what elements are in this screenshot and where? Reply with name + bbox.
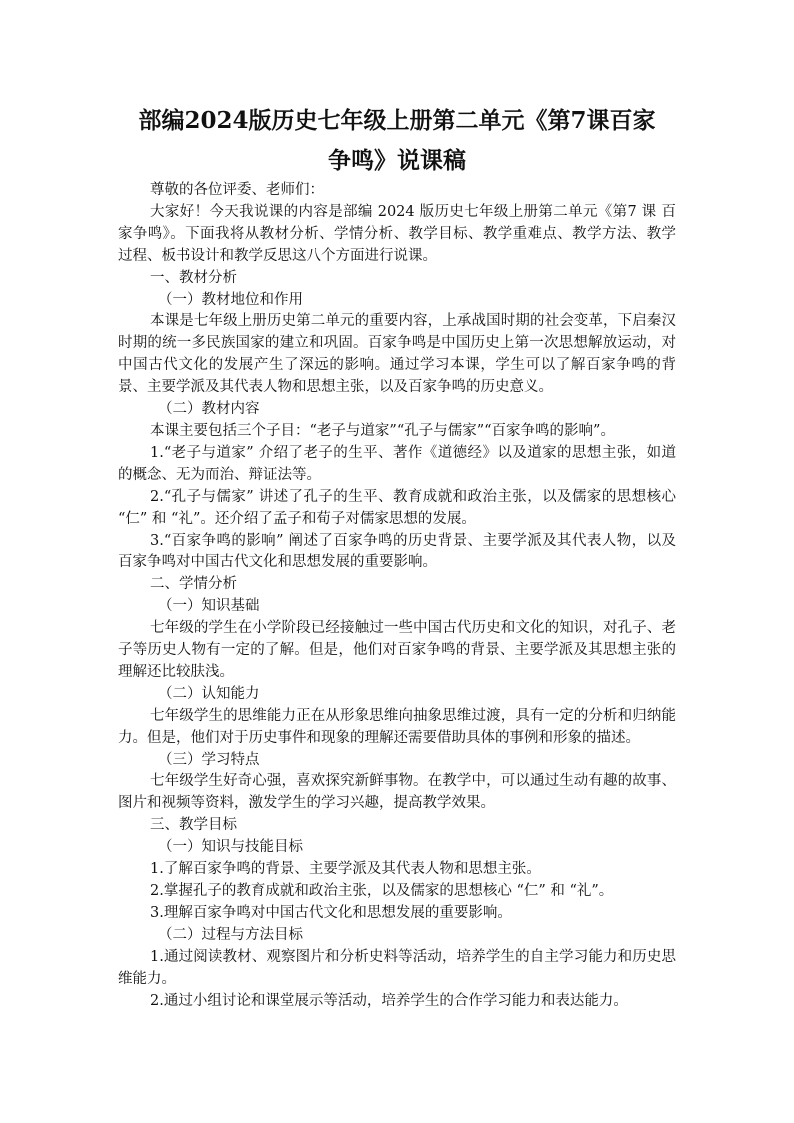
document-title-line-1: 部编2024版历史七年级上册第二单元《第7课百家 [138,107,656,134]
body-paragraph: 本课是七年级上册历史第二单元的重要内容，上承战国时期的社会变革，下启秦汉时期的统一多民族国家的建立和巩固。百家争鸣是中国历史上第一次思想解放运动，对中国古代文化的发展产生了深远的影响。通过学习本课，学生可以了解百家争鸣的背景、主要学派及其代表人物和思想主张，以及百家争鸣的历史意义。 [118,313,676,396]
document-body [118,180,676,1012]
intro-paragraph: 大家好！今天我说课的内容是部编 2024 版历史七年级上册第二单元《第7 课 百家争鸣》。下面我将从教材分析、学情分析、教学目标、教学重难点、教学方法、教学过程、板书设计和教学反思这八个方面进行说课。 [118,203,676,264]
section-heading: 三、教学目标 [150,817,237,834]
subsection-heading: （一）教材地位和作用 [158,291,303,308]
list-item: 3.“百家争鸣的影响” 阐述了百家争鸣的历史背景、主要学派及其代表人物，以及百家争鸣对中国古代文化和思想发展的重要影响。 [118,532,676,571]
list-item: 2.掌握孔子的教育成就和政治主张，以及儒家的思想核心 “仁” 和 “礼”。 [150,883,614,899]
greeting: 尊敬的各位评委、老师们： [150,182,324,198]
section-heading: 一、教材分析 [150,269,237,286]
body-paragraph: 七年级学生的思维能力正在从形象思维向抽象思维过渡，具有一定的分析和归纳能力。但是，他们对于历史事件和现象的理解还需要借助具体的事例和形象的描述。 [118,707,676,746]
body-paragraph: 本课主要包括三个子目：“老子与道家”“孔子与儒家”“百家争鸣的影响”。 [150,422,615,439]
list-item: 2.通过小组讨论和课堂展示等活动，培养学生的合作学习能力和表达能力。 [150,992,628,1009]
subsection-heading: （一）知识基础 [158,598,260,615]
subsection-heading: （二）认知能力 [158,685,260,702]
list-item: 2.“孔子与儒家” 讲述了孔子的生平、教育成就和政治主张，以及儒家的思想核心 “仁” 和 “礼”。还介绍了孟子和荀子对儒家思想的发展。 [118,488,676,527]
subsection-heading: （二）教材内容 [158,401,260,418]
subsection-heading: （三）学习特点 [158,751,260,768]
body-paragraph: 七年级的学生在小学阶段已经接触过一些中国古代历史和文化的知识，对孔子、老子等历史人物有一定的了解。但是，他们对百家争鸣的背景、主要学派及其思想主张的理解还比较肤浅。 [118,620,676,680]
list-item: 1.通过阅读教材、观察图片和分析史料等活动，培养学生的自主学习能力和历史思维能力。 [118,948,676,987]
document-title-line-2: 争鸣》说课稿 [328,147,466,174]
body-paragraph: 七年级学生好奇心强，喜欢探究新鲜事物。在教学中，可以通过生动有趣的故事、图片和视频等资料，激发学生的学习兴趣，提高教学效果。 [118,773,676,812]
list-item: 3.理解百家争鸣对中国古代文化和思想发展的重要影响。 [150,904,512,921]
list-item: 1.“老子与道家” 介绍了老子的生平、著作《道德经》以及道家的思想主张，如道的概念、无为而治、辩证法等。 [118,444,676,483]
list-item: 1.了解百家争鸣的背景、主要学派及其代表人物和思想主张。 [150,861,541,878]
section-heading: 二、学情分析 [150,576,237,593]
subsection-heading: （一）知识与技能目标 [158,839,303,856]
subsection-heading: （二）过程与方法目标 [158,926,303,943]
